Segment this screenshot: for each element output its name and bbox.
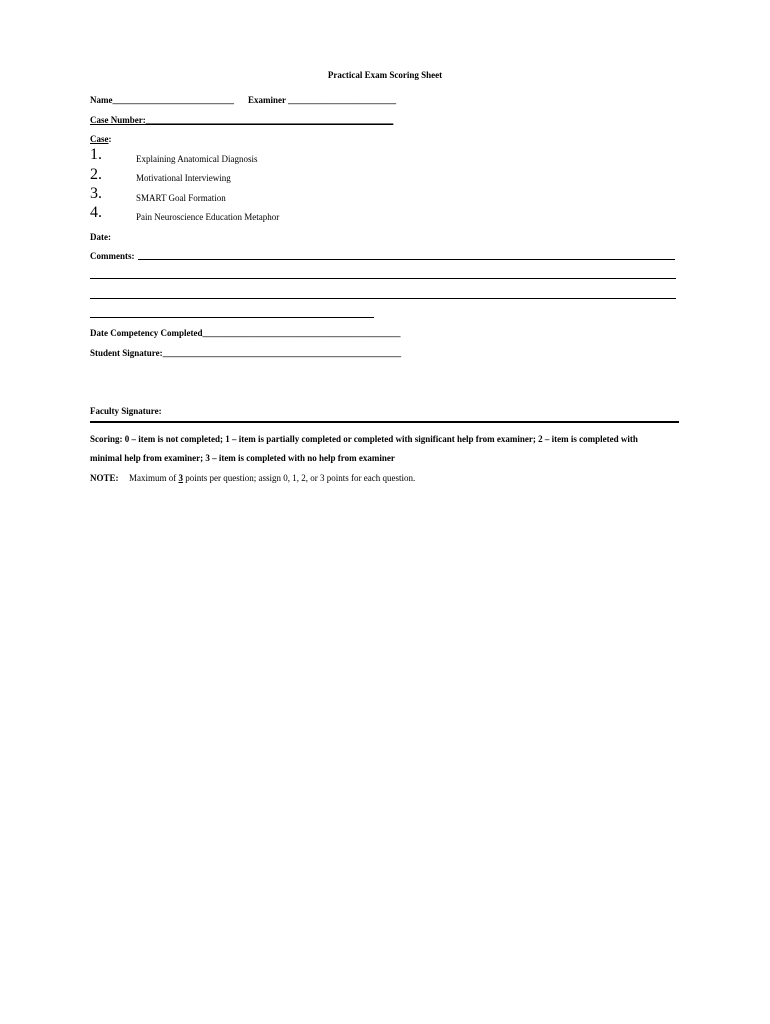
note-suffix: points per question; assign 0, 1, 2, or 3 points for each question. — [183, 473, 416, 483]
note-prefix: Maximum of — [129, 473, 179, 483]
case-number-3: 3. — [90, 185, 102, 202]
comments-line-3 — [90, 298, 676, 299]
document-title: Practical Exam Scoring Sheet — [327, 70, 443, 80]
case-item-3: SMART Goal Formation — [136, 193, 226, 203]
comments-label: Comments: — [90, 251, 135, 261]
comments-line-2 — [90, 278, 676, 279]
name-field: Name___________________________ — [90, 95, 234, 105]
faculty-signature-label: Faculty Signature: — [90, 406, 162, 416]
case-item-4: Pain Neuroscience Education Metaphor — [136, 212, 280, 222]
case-heading-label: Case — [90, 134, 109, 144]
case-heading — [90, 134, 112, 144]
comments-line-4 — [90, 317, 374, 318]
examiner-field: Examiner ________________________ — [248, 95, 397, 105]
case-item-2: Motivational Interviewing — [136, 173, 231, 183]
case-number-field: Case Number:_______________________________________________________ — [90, 115, 394, 125]
date-competency-field: Date Competency Completed____________________________________________ — [90, 328, 401, 338]
case-number-1: 1. — [90, 146, 102, 163]
case-heading-colon: : — [108, 134, 112, 144]
note-max-points: 3 — [178, 473, 184, 483]
scoring-legend-line-1: Scoring: 0 – item is not completed; 1 – item is partially completed or completed with significant help from examiner; 2 – item is completed with — [90, 434, 638, 444]
case-number-2: 2. — [90, 166, 102, 183]
case-number-4: 4. — [90, 204, 102, 221]
case-item-1: Explaining Anatomical Diagnosis — [136, 154, 258, 164]
comments-line-1 — [138, 259, 675, 260]
faculty-signature-divider — [90, 421, 679, 423]
note-label: NOTE: — [90, 473, 119, 483]
student-signature-field: Student Signature:_____________________________________________________ — [90, 348, 402, 358]
scoring-legend-line-2: minimal help from examiner; 3 – item is completed with no help from examiner — [90, 453, 395, 463]
note-line — [90, 473, 415, 483]
date-label: Date: — [90, 232, 111, 242]
